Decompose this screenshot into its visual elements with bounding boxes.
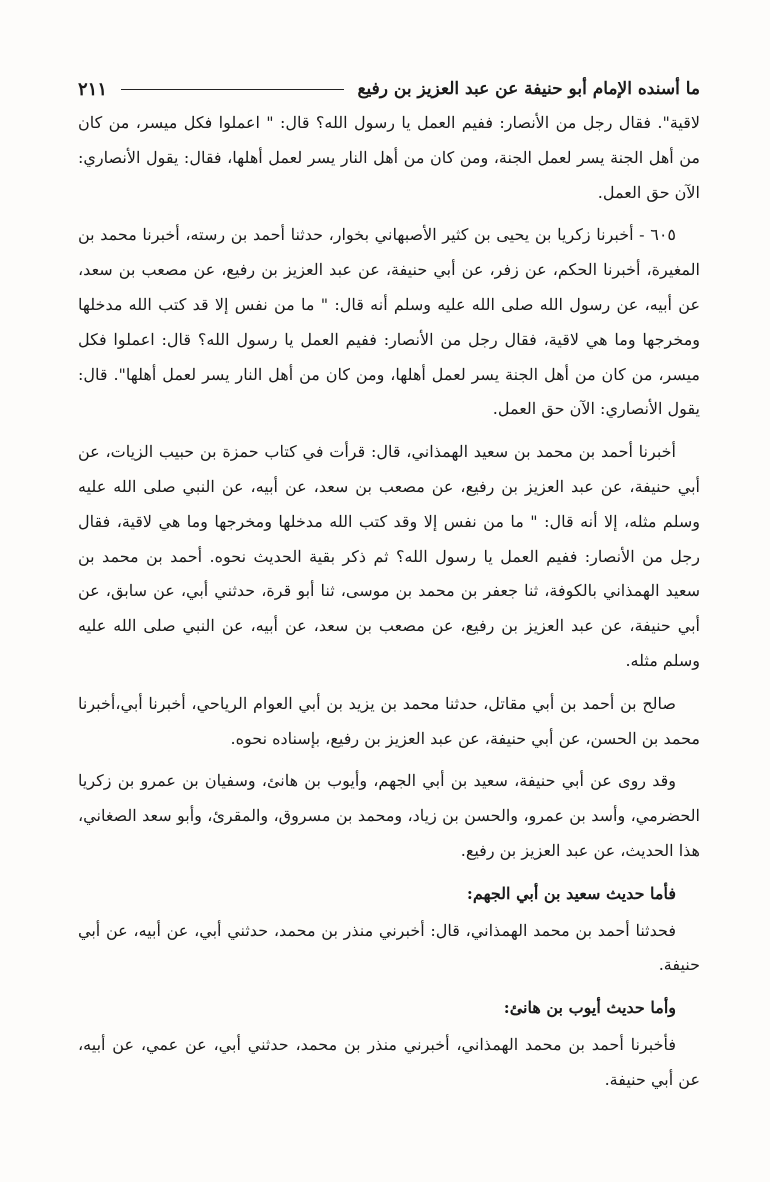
paragraph-said-chain: فحدثنا أحمد بن محمد الهمذاني، قال: أخبرني منذر بن محمد، حدثني أبي، عن أبيه، عن أبي حنيفة. [78, 920, 700, 975]
header-rule [121, 89, 343, 90]
paragraph-salih-chain: صالح بن أحمد بن أبي مقاتل، حدثنا محمد بن يزيد بن أبي العوام الرياحي، أخبرنا أبي،أخبرنا محمد بن الحسن، عن أبي حنيفة، عن عبد العزيز بن رفيع، بإسناده نحوه. [78, 693, 700, 748]
subheading-ayyub-ibn-hani: وأما حديث أيوب بن هانئ: [503, 998, 676, 1018]
subheading-said-ibn-abi-al-jahm: فأما حديث سعيد بن أبي الجهم: [466, 883, 676, 903]
running-header [78, 72, 700, 106]
page [78, 72, 700, 1098]
paragraph-continuation: لاقية". فقال رجل من الأنصار: ففيم العمل يا رسول الله؟ قال: " اعملوا فكل ميسر، من كان من أهل الجنة يسر لعمل الجنة، ومن كان من أهل النار يسر لعمل أهلها، فقال: يقول الأنصاري: الآن حق العمل. [78, 113, 700, 202]
page-number: ٢١١ [78, 78, 108, 100]
paragraph-hamdani-chain: أخبرنا أحمد بن محمد بن سعيد الهمذاني، قال: قرأت في كتاب حمزة بن حبيب الزيات، عن أبي حنيفة، عن عبد العزيز بن رفيع، عن مصعب بن سعد، عن أبيه، عن النبي صلى الله عليه وسلم مثله، إلا أنه قال: " ما من نفس إلا وقد كتب الله مدخلها ومخرجها وما هي لاقية، فقال رجل من الأنصار: ففيم العمل يا رسول الله؟ ثم ذكر بقية الحديث نحوه. أحمد بن محمد بن سعيد الهمذاني بالكوفة، ثنا جعفر بن محمد بن موسى، ثنا أبو قرة، حدثني أبي، عن سابق، عن أبي حنيفة، عن عبد العزيز بن رفيع، عن مصعب بن سعد، عن أبيه، عن النبي صلى الله عليه وسلم مثله. [78, 442, 700, 670]
paragraph-ayyub-chain: فأخبرنا أحمد بن محمد الهمذاني، أخبرني منذر بن محمد، حدثني أبي، عن عمي، عن أبيه، عن أبي حنيفة. [78, 1034, 700, 1089]
header-title: ما أسنده الإمام أبو حنيفة عن عبد العزيز بن رفيع [357, 79, 700, 99]
paragraph-narrators-list: وقد روى عن أبي حنيفة، سعيد بن أبي الجهم، وأيوب بن هانئ، وسفيان بن عمرو بن زكريا الحضرمي، وأسد بن عمرو، والحسن بن زياد، ومحمد بن مسروق، والمقرئ، وأبو سعد الصغاني، هذا الحديث، عن عبد العزيز بن رفيع. [78, 771, 700, 860]
hadith-605: ٦٠٥ - أخبرنا زكريا بن يحيى بن كثير الأصبهاني بخوار، حدثنا أحمد بن رسته، أخبرنا محمد بن المغيرة، أخبرنا الحكم، عن زفر، عن أبي حنيفة، عن عبد العزيز بن رفيع، عن مصعب بن سعد، عن أبيه، عن رسول الله صلى الله عليه وسلم أنه قال: " ما من نفس إلا قد كتب الله مدخلها ومخرجها وما هي لاقية، فقال رجل من الأنصار: ففيم العمل يا رسول الله؟ قال: اعملوا فكل ميسر، من كان من أهل الجنة يسر لعمل أهلها، ومن كان من أهل النار يسر لعمل أهلها". قال: يقول الأنصاري: الآن حق العمل. [78, 225, 701, 419]
